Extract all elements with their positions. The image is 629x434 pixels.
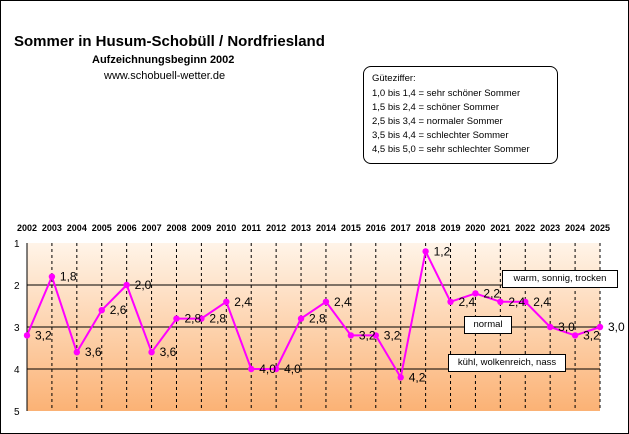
data-label: 2,4: [533, 294, 550, 309]
data-label: 2,8: [309, 311, 326, 326]
x-tick-label: 2018: [415, 223, 436, 233]
x-tick-label: 2004: [66, 223, 87, 233]
data-label: 4,0: [284, 362, 301, 376]
callout-normal: normal: [464, 316, 512, 334]
y-tick-label: 3: [14, 323, 20, 334]
x-tick-label: 2011: [241, 223, 261, 233]
website-text: www.schobuell-wetter.de: [104, 70, 226, 82]
chart-subtitle: Aufzeichnungsbeginn 2002: [92, 54, 235, 66]
x-tick-label: 2012: [266, 223, 287, 233]
data-point: [397, 374, 403, 380]
data-point: [223, 299, 229, 305]
x-tick-label: 2016: [365, 223, 386, 233]
data-point: [148, 349, 154, 355]
legend-row-normal: 2,5 bis 3,4 = normaler Sommer: [372, 116, 503, 127]
data-label: 3,2: [583, 328, 600, 343]
data-label: 2,4: [234, 294, 251, 309]
legend-heading: Güteziffer:: [372, 73, 416, 84]
x-tick-label: 2021: [490, 223, 511, 233]
data-label: 3,2: [358, 328, 376, 343]
x-tick-label: 2013: [291, 223, 312, 233]
data-point: [447, 299, 453, 305]
x-tick-label: 2014: [315, 223, 336, 233]
y-tick-label: 5: [14, 407, 20, 418]
data-point: [298, 315, 304, 321]
data-point: [248, 366, 254, 372]
x-tick-label: 2003: [41, 223, 62, 233]
data-label: 2,4: [508, 294, 526, 309]
data-label: 3,2: [383, 328, 401, 343]
x-tick-label: 2007: [141, 223, 162, 233]
legend-row-bad: 3,5 bis 4,4 = schlechter Sommer: [372, 130, 509, 141]
data-label: 3,2: [35, 328, 52, 343]
data-point: [24, 332, 30, 338]
y-tick-label: 4: [14, 365, 20, 376]
data-point: [422, 248, 428, 254]
data-label: 3,6: [84, 345, 102, 360]
data-label: 1,8: [59, 269, 77, 284]
chart-title: Sommer in Husum-Schobüll / Nordfriesland: [14, 33, 325, 50]
data-label: 1,2: [433, 244, 451, 259]
data-point: [49, 273, 55, 279]
data-label: 3,0: [558, 320, 575, 334]
x-tick-label: 2019: [440, 223, 461, 233]
data-point: [348, 332, 354, 338]
data-label: 2,6: [109, 303, 127, 318]
legend-row-very-bad: 4,5 bis 5,0 = sehr schlechter Sommer: [372, 144, 530, 155]
data-label: 2,0: [134, 278, 152, 292]
data-point: [123, 282, 129, 288]
x-tick-label: 2022: [515, 223, 536, 233]
data-label: 3,6: [159, 345, 177, 360]
data-label: 3,0: [608, 320, 625, 334]
x-tick-label: 2025: [589, 223, 611, 233]
data-point: [323, 299, 329, 305]
data-label: 2,8: [209, 311, 227, 326]
data-point: [99, 307, 105, 313]
y-tick-label: 1: [14, 239, 20, 250]
x-tick-label: 2024: [565, 223, 586, 233]
x-tick-label: 2008: [166, 223, 187, 233]
x-tick-label: 2006: [116, 223, 137, 233]
callout-warm: warm, sonnig, trocken: [502, 270, 618, 288]
legend-row-good: 1,5 bis 2,4 = schöner Sommer: [372, 102, 499, 113]
data-point: [74, 349, 80, 355]
x-tick-label: 2015: [340, 223, 361, 233]
x-tick-label: 2010: [216, 223, 237, 233]
x-tick-label: 2020: [465, 223, 486, 233]
data-label: 2,4: [458, 294, 476, 309]
x-tick-label: 2023: [540, 223, 561, 233]
x-tick-label: 2005: [91, 223, 112, 233]
data-label: 4,2: [408, 370, 426, 385]
data-label: 2,8: [184, 311, 202, 326]
data-point: [173, 315, 179, 321]
legend-row-very-good: 1,0 bis 1,4 = sehr schöner Sommer: [372, 88, 521, 99]
data-point: [547, 324, 553, 330]
data-label: 2,2: [483, 286, 501, 301]
data-label: 2,4: [333, 294, 351, 309]
x-tick-label: 2002: [16, 223, 38, 233]
x-tick-label: 2017: [390, 223, 411, 233]
callout-cool: kühl, wolkenreich, nass: [448, 354, 566, 372]
y-tick-label: 2: [14, 281, 20, 292]
x-tick-label: 2009: [191, 223, 212, 233]
data-label: 4,0: [259, 362, 276, 376]
